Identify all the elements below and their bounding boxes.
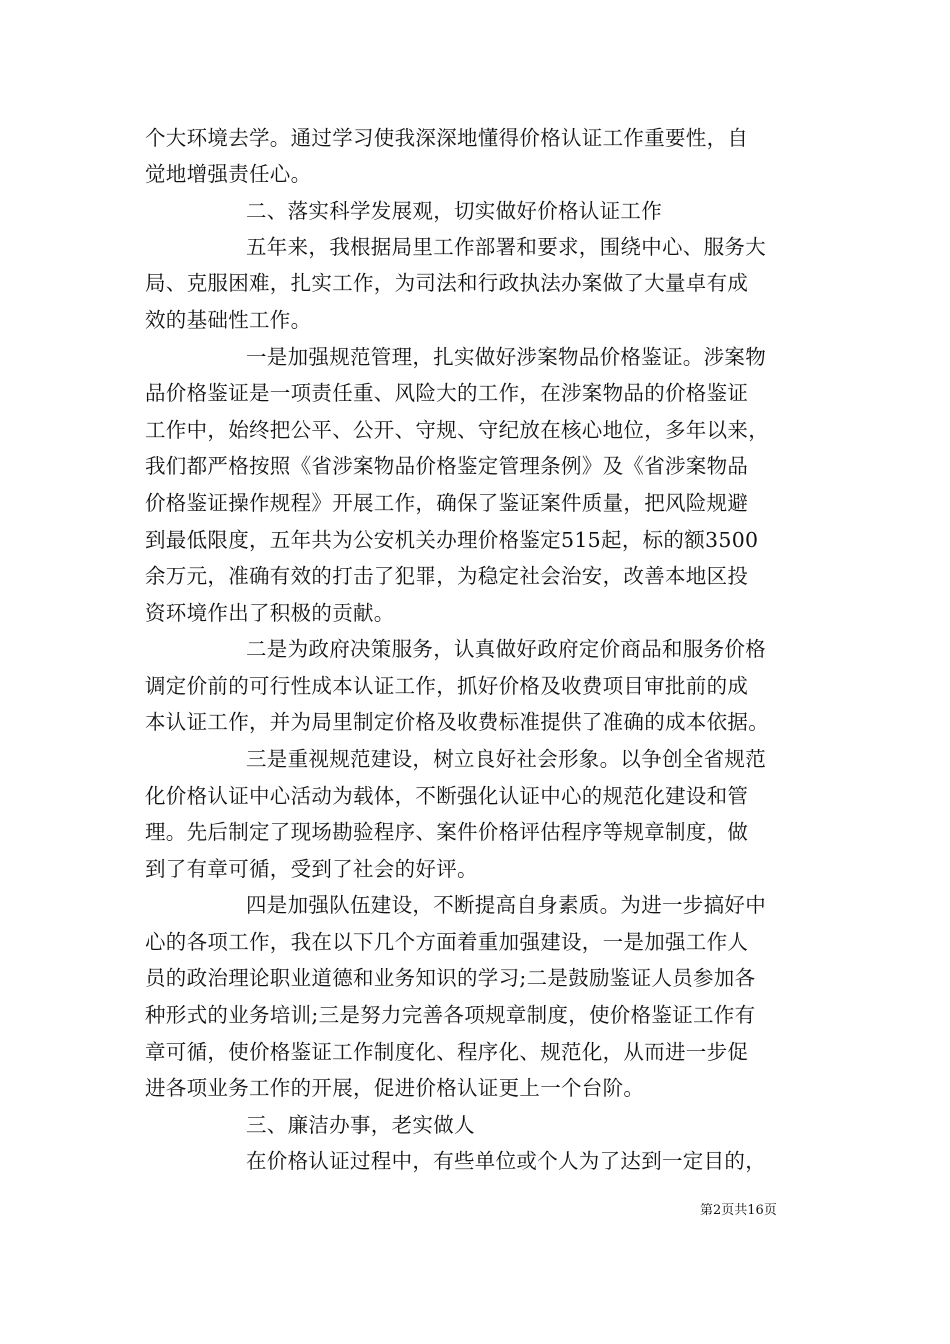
text-line: 化价格认证中心活动为载体，不断强化认证中心的规范化建设和管 bbox=[145, 784, 749, 808]
text-line: 品价格鉴证是一项责任重、风险大的工作，在涉案物品的价格鉴证 bbox=[145, 381, 749, 405]
text-line: 员的政治理论职业道德和业务知识的学习;二是鼓励鉴证人员参加各 bbox=[145, 966, 756, 990]
text-line: 心的各项工作，我在以下几个方面着重加强建设，一是加强工作人 bbox=[145, 930, 749, 954]
text-line: 个大环境去学。通过学习使我深深地懂得价格认证工作重要性，自 bbox=[145, 126, 749, 150]
text-line: 本认证工作，并为局里制定价格及收费标准提供了准确的成本依据。 bbox=[145, 710, 769, 734]
text-line: 进各项业务工作的开展，促进价格认证更上一个台阶。 bbox=[145, 1076, 645, 1100]
text-line: 工作中，始终把公平、公开、守规、守纪放在核心地位，多年以来， bbox=[145, 418, 769, 442]
paragraph-start: 在价格认证过程中，有些单位或个人为了达到一定目的， bbox=[246, 1149, 766, 1173]
text-line: 局、克服困难，扎实工作，为司法和行政执法办案做了大量卓有成 bbox=[145, 271, 749, 295]
text-line: 调定价前的可行性成本认证工作，抓好价格及收费项目审批前的成 bbox=[145, 674, 749, 698]
text-line: 觉地增强责任心。 bbox=[145, 162, 312, 186]
text-line: 到最低限度，五年共为公安机关办理价格鉴定515起，标的额3500 bbox=[145, 528, 759, 552]
text-line: 章可循，使价格鉴证工作制度化、程序化、规范化，从而进一步促 bbox=[145, 1040, 749, 1064]
page-number: 第2页共16页 bbox=[700, 1203, 777, 1218]
paragraph-start: 二是为政府决策服务，认真做好政府定价商品和服务价格 bbox=[246, 637, 766, 661]
text-line: 价格鉴证操作规程》开展工作，确保了鉴证案件质量，把风险规避 bbox=[145, 491, 749, 515]
paragraph-start: 一是加强规范管理，扎实做好涉案物品价格鉴证。涉案物 bbox=[246, 345, 766, 369]
section-heading: 二、落实科学发展观，切实做好价格认证工作 bbox=[246, 199, 662, 223]
text-line: 资环境作出了积极的贡献。 bbox=[145, 601, 395, 625]
paragraph-start: 四是加强队伍建设，不断提高自身素质。为进一步搞好中 bbox=[246, 893, 766, 917]
text-line: 种形式的业务培训;三是努力完善各项规章制度，使价格鉴证工作有 bbox=[145, 1003, 756, 1027]
paragraph-start: 五年来，我根据局里工作部署和要求，围绕中心、服务大 bbox=[246, 235, 766, 259]
text-line: 余万元，准确有效的打击了犯罪，为稳定社会治安，改善本地区投 bbox=[145, 564, 749, 588]
text-line: 效的基础性工作。 bbox=[145, 308, 312, 332]
text-line: 我们都严格按照《省涉案物品价格鉴定管理条例》及《省涉案物品 bbox=[145, 454, 749, 478]
paragraph-start: 三是重视规范建设，树立良好社会形象。以争创全省规范 bbox=[246, 747, 766, 771]
section-heading: 三、廉洁办事，老实做人 bbox=[246, 1113, 475, 1137]
text-line: 理。先后制定了现场勘验程序、案件价格评估程序等规章制度，做 bbox=[145, 820, 749, 844]
text-line: 到了有章可循，受到了社会的好评。 bbox=[145, 857, 478, 881]
